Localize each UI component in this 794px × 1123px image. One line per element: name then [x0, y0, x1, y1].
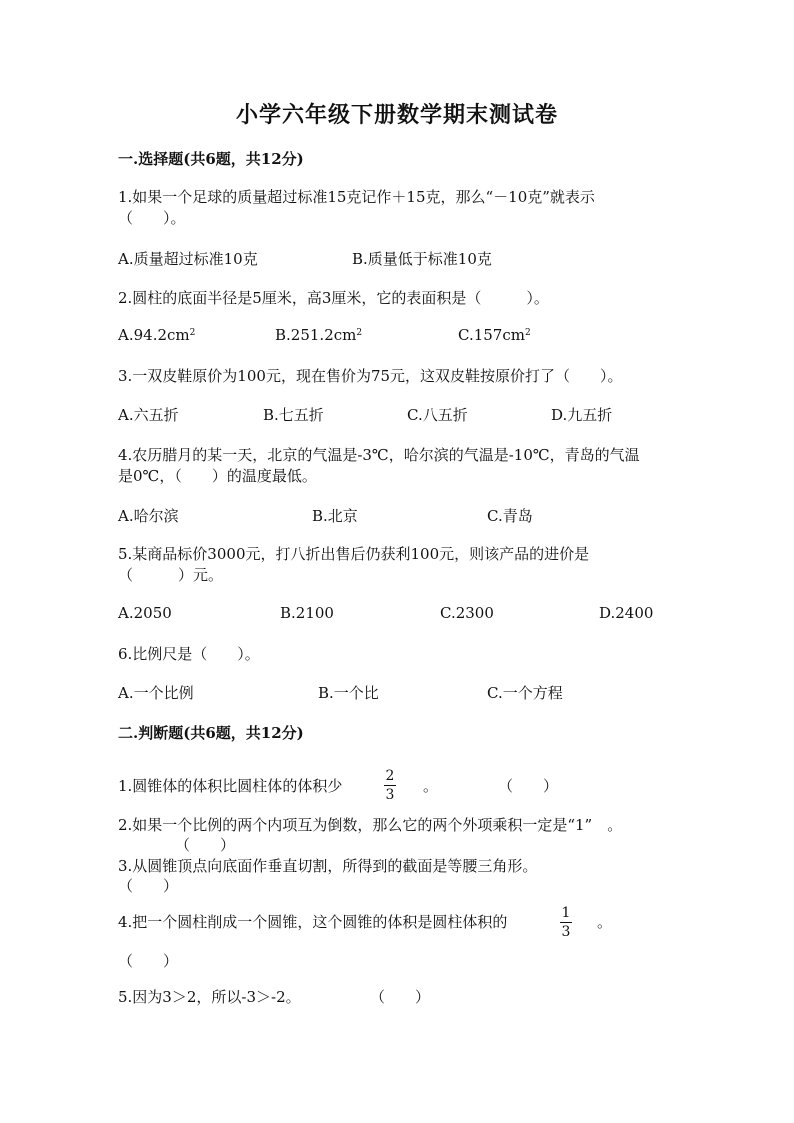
judgment-2-answer-blank: （ ） [175, 836, 236, 854]
question-4-option-b: B.北京 [312, 507, 358, 525]
judgment-1-answer-blank: （ ） [498, 777, 559, 795]
question-5-text-cont: （ ）元。 [118, 566, 224, 584]
question-5-text: 5.某商品标价3000元，打八折出售后仍获利100元，则该产品的进价是 [118, 545, 590, 563]
question-6-text: 6.比例尺是（ ）。 [118, 645, 260, 663]
section-heading-judgment: 二.判断题(共6题，共12分) [118, 724, 304, 742]
question-1-text: 1.如果一个足球的质量超过标准15克记作＋15克，那么“－10克”就表示 [118, 188, 595, 206]
judgment-4-period: 。 [597, 913, 613, 931]
fraction-numerator: 1 [561, 905, 571, 921]
judgment-5-answer-blank: （ ） [370, 988, 431, 1006]
judgment-2-text: 2.如果一个比例的两个内项互为倒数，那么它的两个外项乘积一定是“1” 。 [118, 816, 623, 834]
question-4-option-a: A.哈尔滨 [118, 507, 179, 525]
question-5-option-a: A.2050 [118, 604, 172, 622]
question-3-option-b: B.七五折 [263, 406, 324, 424]
fraction-bar [560, 922, 572, 923]
fraction-denominator: 3 [385, 787, 395, 803]
question-2-option-a: $A.94.2cm^2$ [118, 326, 196, 344]
judgment-4-text: 4.把一个圆柱削成一个圆锥，这个圆锥的体积是圆柱体积的 [118, 913, 508, 931]
page-title: 小学六年级下册数学期末测试卷 [235, 102, 558, 128]
question-3-text: 3.一双皮鞋原价为100元，现在售价为75元，这双皮鞋按原价打了（ ）。 [118, 367, 623, 385]
question-3-option-a: A.六五折 [118, 406, 179, 424]
fraction-denominator: 3 [561, 924, 571, 940]
question-2-option-b: $B.251.2cm^2$ [275, 326, 363, 344]
judgment-1-period: 。 [423, 777, 439, 795]
judgment-1-text: 1.圆锥体的体积比圆柱体的体积少 [118, 777, 343, 795]
question-2-option-c: $C.157cm^2$ [458, 326, 531, 344]
judgment-3-text: 3.从圆锥顶点向底面作垂直切割，所得到的截面是等腰三角形。 [118, 857, 538, 875]
judgment-1-fraction [384, 768, 396, 803]
question-5-option-b: B.2100 [280, 604, 334, 622]
question-5-option-d: D.2400 [599, 604, 654, 622]
question-1-option-b: B.质量低于标准10克 [352, 250, 492, 268]
question-5-option-c: C.2300 [440, 604, 494, 622]
question-2-text: 2.圆柱的底面半径是5厘米，高3厘米，它的表面积是（ ）。 [118, 289, 549, 307]
question-6-option-c: C.一个方程 [487, 684, 563, 702]
judgment-5-text: 5.因为3＞2，所以-3＞-2。 [118, 988, 301, 1006]
question-6-option-a: A.一个比例 [118, 684, 194, 702]
question-4-option-c: C.青岛 [487, 507, 533, 525]
judgment-4-fraction [560, 905, 572, 940]
question-4-text-cont: 是0℃，（ ）的温度最低。 [118, 467, 317, 485]
fraction-numerator: 2 [385, 768, 395, 784]
question-6-option-b: B.一个比 [318, 684, 379, 702]
fraction-bar [384, 785, 396, 786]
section-heading-choice: 一.选择题(共6题，共12分) [118, 150, 304, 168]
question-1-answer-blank: （ ）。 [118, 209, 186, 227]
question-1-option-a: A.质量超过标准10克 [118, 250, 258, 268]
question-4-text: 4.农历腊月的某一天，北京的气温是-3℃，哈尔滨的气温是-10℃，青岛的气温 [118, 446, 640, 464]
judgment-3-answer-blank: （ ） [118, 877, 179, 895]
question-3-option-c: C.八五折 [407, 406, 468, 424]
question-3-option-d: D.九五折 [551, 406, 613, 424]
judgment-4-answer-blank: （ ） [118, 952, 179, 970]
